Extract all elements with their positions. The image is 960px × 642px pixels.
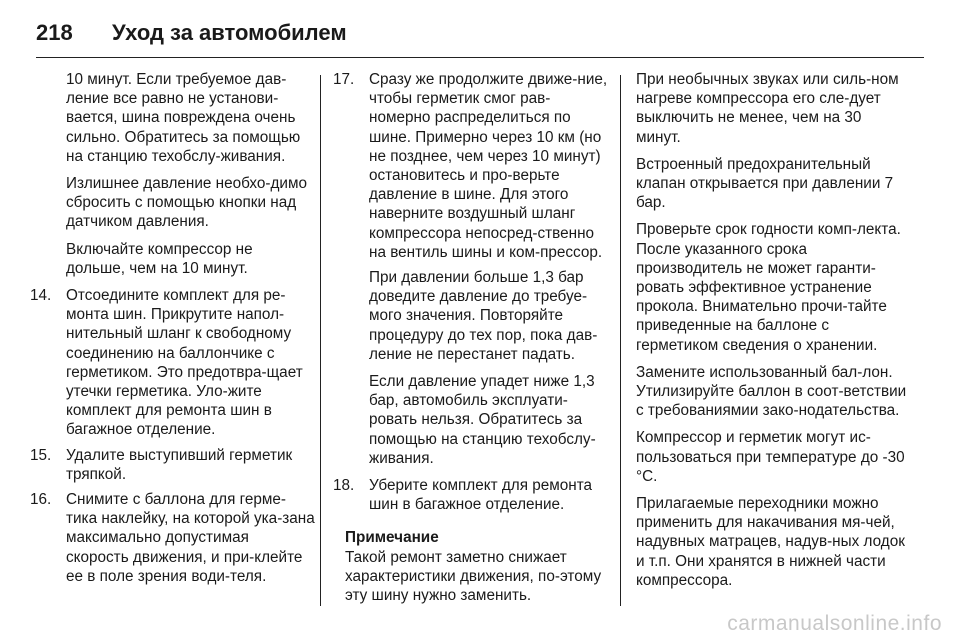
column-2 — [333, 70, 608, 605]
list-item-number: 18. — [333, 477, 355, 495]
paragraph: Прилагаемые переходники можно применить для накачивания мя-чей, надувных матрацев, надув-ных лодок и т.п. Они хранятся в нижней части компрессора. — [636, 495, 905, 589]
list-item-number: 16. — [30, 491, 52, 509]
list-item-text: Удалите выступивший герметик тряпкой. — [66, 446, 293, 483]
page-title: Уход за автомобилем — [112, 20, 347, 45]
paragraph: Встроенный предохранительный клапан открывается при давлении 7 бар. — [636, 155, 894, 212]
note-title: Примечание — [345, 529, 439, 547]
paragraph: Если давление упадет ниже 1,3 бар, автомобиль эксплуати-ровать нельзя. Обратитесь за помощью на станцию техобслу-живания. — [369, 373, 596, 467]
paragraph: Компрессор и герметик могут ис-пользоваться при температуре до -30 °C. — [636, 429, 905, 485]
note-text: Такой ремонт заметно снижает характеристики движения, по-этому эту шину нужно заменить. — [345, 548, 602, 605]
list-item-text: Сразу же продолжите движе-ние, чтобы герметик смог рав-номерно распределиться по шине. Примерно через 10 км (но не позднее, чем через 10 минут) остановитесь и про-верьте давление в шине. Для этого наверните воздушный шланг компрессора непосред-ственно на вентиль шины и ком-прессор. — [369, 71, 608, 261]
column-divider — [320, 75, 321, 606]
list-item-number: 17. — [333, 71, 355, 88]
paragraph: Замените использованный бал-лон. Утилизируйте баллон в соот-ветствии с требованиямии зако-нодательства. — [636, 363, 907, 420]
page-header — [36, 20, 347, 50]
column-3 — [636, 70, 908, 598]
list-item — [333, 476, 608, 514]
list-item — [30, 490, 315, 586]
watermark: carmanualsonline.info — [727, 612, 942, 635]
list-item-text: Уберите комплект для ремонта шин в багажное отделение. — [369, 477, 593, 514]
page-number: 218 — [36, 20, 73, 45]
header-rule — [36, 57, 924, 58]
paragraph: 10 минут. Если требуемое дав-ление все равно не установи-вается, шина повреждена очень сильно. Обратитесь за помощью на станцию техобслу-живания. — [66, 71, 301, 165]
paragraph: Включайте компрессор не дольше, чем на 10 минут. — [66, 240, 253, 277]
paragraph: При необычных звуках или силь-ном нагреве компрессора его сле-дует выключить не менее, чем на 30 минут. — [636, 71, 899, 146]
list-item — [30, 286, 315, 440]
column-divider — [620, 75, 621, 606]
list-item — [30, 446, 315, 484]
list-item-number: 14. — [30, 287, 52, 305]
list-item-text: Снимите с баллона для герме-тика наклейку, на которой ука-зана максимально допустимая скорость движения, и при-клейте ее в поле зрения води-теля. — [66, 491, 315, 585]
list-item-number: 15. — [30, 446, 52, 464]
paragraph: Проверьте срок годности комп-лекта. После указанного срока производитель не может гаранти-ровать эффективное устранение прокола. Внимательно прочи-тайте приведенные на баллоне с герметиком сведения о хранении. — [636, 221, 901, 354]
column-1 — [30, 70, 315, 592]
list-item — [333, 70, 608, 262]
list-item-text: Отсоедините комплект для ре-монта шин. Прикрутите напол-нительный шланг к свободному соединению на баллончике с герметиком. Это предотвра-щает утечки герметика. Уло-жите комплект для ремонта шин в багажное отделение. — [66, 287, 303, 439]
paragraph: Излишнее давление необхо-димо сбросить с помощью кнопки над датчиком давления. — [66, 175, 307, 231]
paragraph: При давлении больше 1,3 бар доведите давление до требуе-мого значения. Повторяйте процедуру до тех пор, пока дав-ление не перестанет падать. — [369, 269, 598, 363]
